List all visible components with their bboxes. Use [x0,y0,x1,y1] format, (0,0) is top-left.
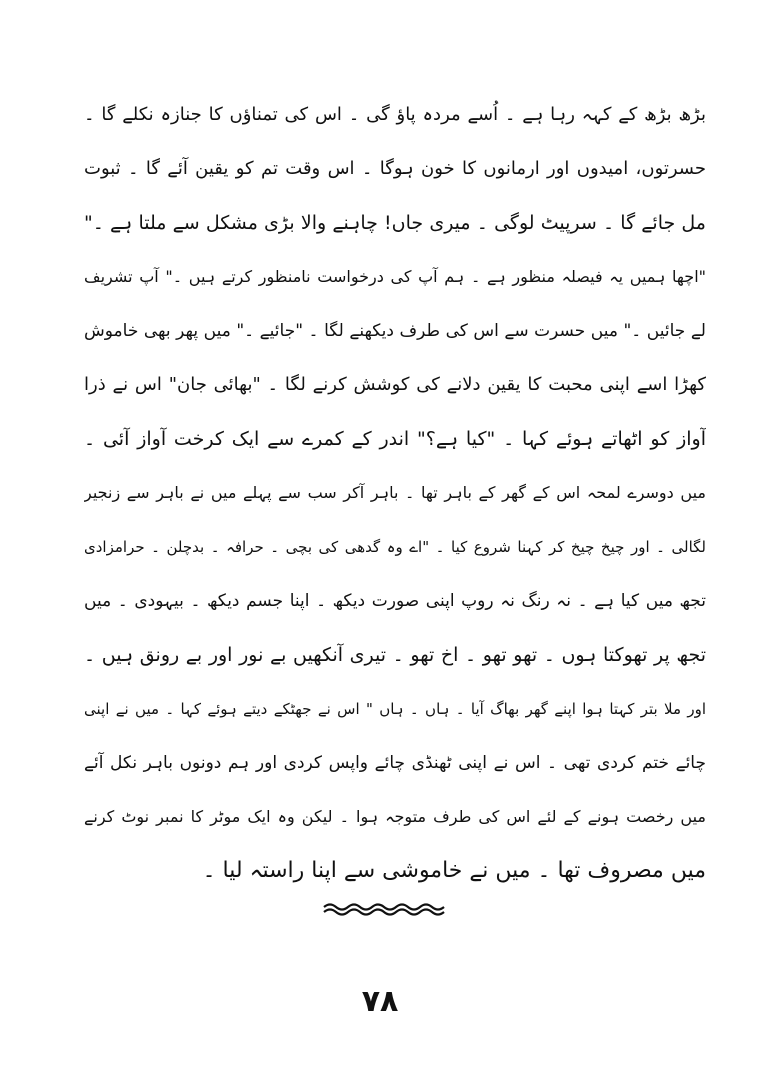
text-line: کھڑا اسے اپنی محبت کا یقین دلانے کی کوشش کرنے لگا ۔ "بھائی جان" اس نے ذرا [84,374,706,395]
text-line: تجھ پر تھوکتا ہوں ۔ تھو تھو ۔ اخ تھو ۔ تیری آنکھیں بے نور اور بے رونق ہیں ۔ [84,644,706,666]
body-text [84,88,706,898]
text-line: میں رخصت ہونے کے لئے اس کی طرف متوجہ ہوا ۔ لیکن وہ ایک موٹر کا نمبر نوٹ کرنے [84,807,706,826]
text-line: حسرتوں، امیدوں اور ارمانوں کا خون ہوگا ۔ اس وقت تم کو یقین آئے گا ۔ ثبوت [84,158,706,179]
wavy-divider [322,900,446,918]
text-line: آواز کو اٹھاتے ہوئے کہا ۔ "کیا ہے؟" اندر کے کمرے سے ایک کرخت آواز آئی ۔ [84,428,706,450]
text-line: چائے ختم کردی تھی ۔ اس نے اپنی ٹھنڈی چائے واپس کردی اور ہم دونوں باہر نکل آئے [84,753,706,773]
page-number: ۷۸ [361,984,399,1019]
text-line: لے جائیں ۔" میں حسرت سے اس کی طرف دیکھنے لگا ۔ "جائیے ۔" میں پھر بھی خاموش [84,321,706,341]
text-line: لگالی ۔ اور چیخ چیخ کر کہنا شروع کیا ۔ "اے وہ گدھی کی بچی ۔ حرافہ ۔ بدچلن ۔ حرامزادی [84,538,706,556]
text-line: میں دوسرے لمحہ اس کے گھر کے باہر تھا ۔ باہر آکر سب سے پہلے میں نے باہر سے زنجیر [84,483,706,502]
text-line: مل جائے گا ۔ سرپیٹ لوگی ۔ میری جاں! چاہنے والا بڑی مشکل سے ملتا ہے ۔" [84,212,706,234]
text-line-last: میں مصروف تھا ۔ میں نے خاموشی سے اپنا راستہ لیا ۔ [202,858,706,883]
text-line: تجھ میں کیا ہے ۔ نہ رنگ نہ روپ اپنی صورت دیکھ ۔ اپنا جسم دیکھ ۔ بیہودی ۔ میں [84,591,706,611]
text-line: "اچھا ہمیں یہ فیصلہ منظور ہے ۔ ہم آپ کی درخواست نامنظور کرتے ہیں ۔" آپ تشریف [84,267,706,286]
text-line: بڑھ بڑھ کے کہہ رہا ہے ۔ اُسے مردہ پاؤ گی ۔ اس کی تمناؤں کا جنازہ نکلے گا ۔ [84,104,706,125]
text-line: اور ملا بتر کہتا ہوا اپنے گھر بھاگ آیا ۔ ہاں ۔ ہاں " اس نے جھٹکے دیتے ہوئے کہا ۔ میں نے اپنی [84,700,706,718]
